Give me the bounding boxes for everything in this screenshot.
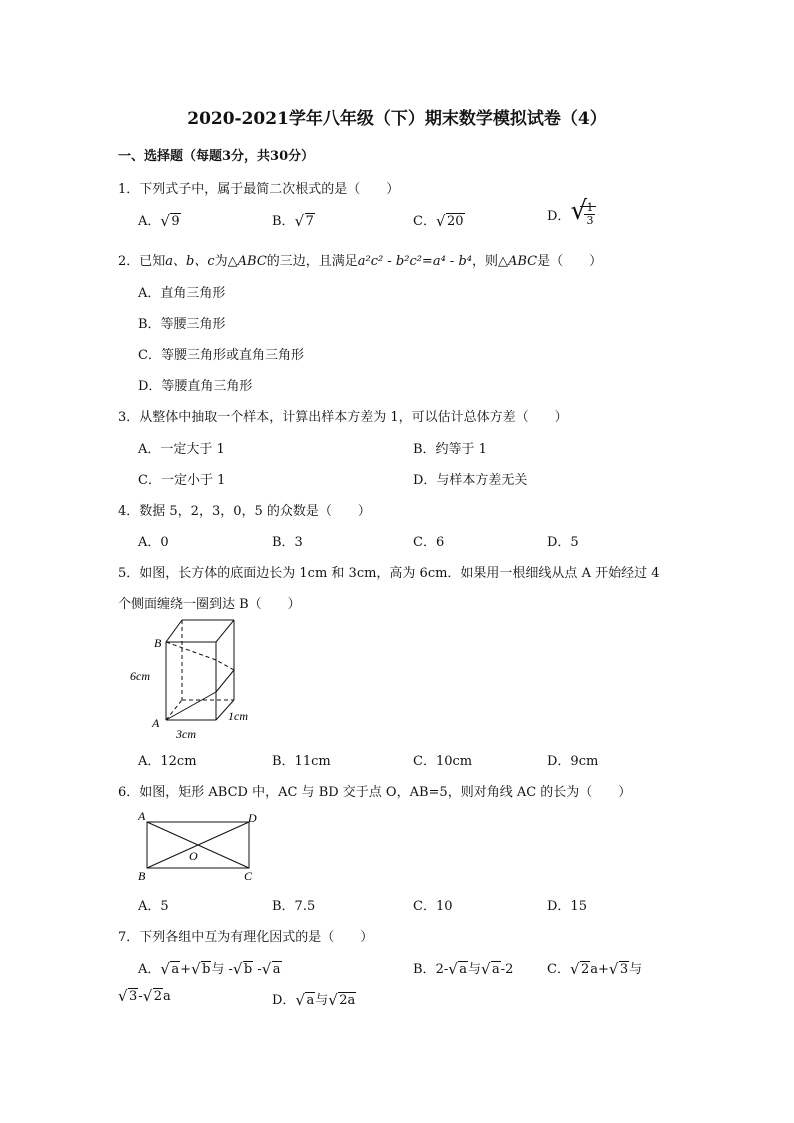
- page-title: 2020-2021学年八年级（下）期末数学模拟试卷（4）: [187, 109, 607, 129]
- q2-option-a[interactable]: A．直角三角形: [138, 286, 226, 301]
- q7-option-d-label: D．: [272, 993, 296, 1008]
- cuboid-figure: [130, 614, 270, 744]
- rect-label-a: A: [138, 809, 146, 823]
- q5-option-d[interactable]: D．9cm: [547, 754, 599, 769]
- cuboid-label-a: A: [152, 716, 160, 730]
- q1-a-radical: √ 9: [160, 212, 180, 230]
- q7-option-a-label: A．: [138, 962, 161, 977]
- q6-option-b[interactable]: B．7.5: [272, 899, 316, 914]
- q4-option-a[interactable]: A．0: [138, 535, 169, 550]
- q5-option-a[interactable]: A．12cm: [138, 754, 197, 769]
- q4-option-d[interactable]: D．5: [547, 535, 579, 550]
- q7-option-c[interactable]: C． √ 2a+ √ 3与: [547, 960, 643, 978]
- q7-option-c-label: C．: [547, 962, 570, 977]
- q1-option-d-label: D．: [547, 209, 571, 224]
- rectangle-figure: [132, 806, 268, 884]
- q6-option-d[interactable]: D．15: [547, 899, 587, 914]
- question-3-stem: 3．从整体中抽取一个样本，计算出样本方差为 1，可以估计总体方差（ ）: [118, 410, 568, 425]
- q5-option-c[interactable]: C．10cm: [413, 754, 473, 769]
- q1-option-c-label: C．: [413, 214, 436, 229]
- q5-option-b[interactable]: B．11cm: [272, 754, 331, 769]
- q1-option-a[interactable]: [138, 210, 181, 229]
- q1-option-a-label: A．: [138, 214, 161, 229]
- q7-option-c-continued[interactable]: √ 3- √ 2a: [118, 987, 171, 1005]
- section-heading: 一、选择题（每题3分，共30分）: [118, 149, 315, 164]
- q4-option-b[interactable]: B．3: [272, 535, 303, 550]
- q1-b-radical: √ 7: [294, 212, 314, 230]
- question-5-stem-line-2: 个侧面缠绕一圈到达 B（ ）: [118, 597, 301, 612]
- question-6-stem: 6．如图，矩形 ABCD 中，AC 与 BD 交于点 O，AB=5，则对角线 AC 的长为（ ）: [118, 785, 632, 800]
- cuboid-label-width: 3cm: [176, 727, 196, 741]
- question-1-stem: 1．下列式子中，属于最简二次根式的是（ ）: [118, 182, 400, 197]
- q6-option-c[interactable]: C．10: [413, 899, 453, 914]
- q7-option-a[interactable]: A． √ a+ √ b与 - √ b - √ a: [138, 960, 281, 978]
- q2-option-b[interactable]: B．等腰三角形: [138, 317, 226, 332]
- rect-label-d: D: [248, 811, 257, 825]
- q1-d-radical: √ $\frac{1}{3}$: [570, 202, 596, 227]
- q7-option-b[interactable]: B．2- √ a与 √ a-2: [413, 960, 514, 978]
- q3-option-d[interactable]: D．与样本方差无关: [413, 473, 528, 488]
- q1-c-radical: √ 20: [435, 212, 464, 230]
- q2-option-d[interactable]: D．等腰直角三角形: [138, 379, 253, 394]
- q4-option-c[interactable]: C．6: [413, 535, 445, 550]
- rect-label-c: C: [244, 869, 253, 883]
- question-4-stem: 4．数据 5，2，3，0，5 的众数是（ ）: [118, 504, 371, 519]
- cuboid-label-height: 6cm: [130, 669, 150, 683]
- q7-option-d[interactable]: D． √ a与 √ 2a: [272, 991, 356, 1009]
- cuboid-label-b: B: [154, 636, 162, 650]
- q1-option-c[interactable]: [413, 210, 465, 229]
- question-7-stem: 7．下列各组中互为有理化因式的是（ ）: [118, 930, 374, 945]
- q3-option-a[interactable]: A．一定大于 1: [138, 442, 225, 457]
- q2-option-c[interactable]: C．等腰三角形或直角三角形: [138, 348, 304, 363]
- cuboid-label-depth: 1cm: [228, 709, 248, 723]
- q1-option-b-label: B．: [272, 214, 295, 229]
- q6-option-a[interactable]: A．5: [138, 899, 169, 914]
- q7-option-b-label: B．: [413, 962, 436, 977]
- question-2-stem: 2．已知a、b、c为△ABC的三边，且满足a²c² - b²c²=a⁴ - b⁴，则△ABC是（ ）: [118, 254, 603, 269]
- question-5-stem-line-1: 5．如图，长方体的底面边长为 1cm 和 3cm，高为 6cm．如果用一根细线从点 A 开始经过 4: [118, 566, 660, 581]
- rect-label-o: O: [189, 849, 198, 863]
- q3-option-c[interactable]: C．一定小于 1: [138, 473, 226, 488]
- q3-option-b[interactable]: B．约等于 1: [413, 442, 487, 457]
- rect-label-b: B: [138, 869, 146, 883]
- q1-option-d[interactable]: [547, 196, 596, 227]
- q1-option-b[interactable]: [272, 210, 315, 229]
